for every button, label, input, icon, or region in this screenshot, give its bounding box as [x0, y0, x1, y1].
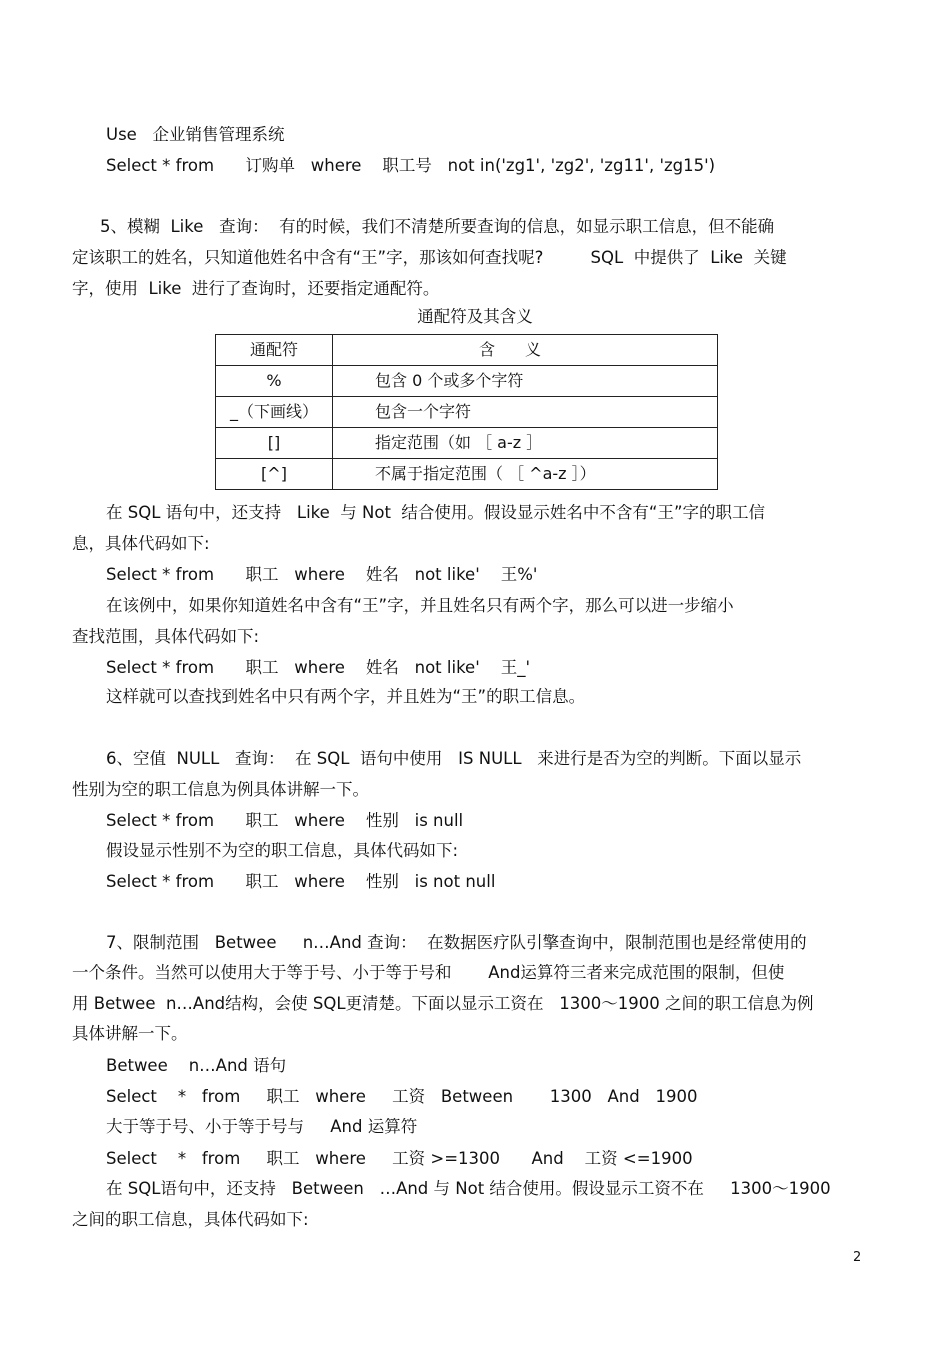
table-row — [216, 428, 718, 459]
paragraph-line: 在 SQL语句中，还支持 Between …And 与 Not 结合使用。假设显示工资不在 1300～1900 — [106, 1179, 831, 1198]
paragraph-line: 之间的职工信息，具体代码如下: — [72, 1210, 309, 1229]
wildcard-cell: % — [216, 366, 333, 397]
code-select-orders: Select * from 订购单 where 职工号 not in('zg1', 'zg2', 'zg11', 'zg15') — [106, 156, 716, 175]
section5-line1: 5、模糊 Like 查询： 有的时候，我们不清楚所要查询的信息，如显示职工信息，但不能确 — [100, 217, 775, 236]
meaning-cell: 包含一个字符 — [333, 397, 718, 428]
wildcard-cell: [^] — [216, 459, 333, 490]
wildcard-cell: _（下画线） — [216, 397, 333, 428]
table-row — [216, 397, 718, 428]
code-between: Select * from 职工 where 工资 Between 1300 And 1900 — [106, 1087, 698, 1106]
wildcard-cell: [] — [216, 428, 333, 459]
section6-line1: 6、空值 NULL 查询： 在 SQL 语句中使用 IS NULL 来进行是否为空的判断。下面以显示 — [106, 749, 802, 768]
page-number: 2 — [853, 1250, 862, 1265]
code-not-like-2: Select * from 职工 where 姓名 not like' 王_' — [106, 658, 530, 677]
paragraph-line: 息，具体代码如下: — [72, 534, 210, 553]
paragraph-line: 这样就可以查找到姓名中只有两个字，并且姓为“王”的职工信息。 — [106, 687, 586, 706]
section7-line1: 7、限制范围 Betwee n…And 查询： 在数据医疗队引擎查询中，限制范围也是经常使用的 — [106, 933, 807, 952]
meaning-cell: 指定范围（如 ［ a-z ］ — [333, 428, 718, 459]
subheading-between: Betwee n…And 语句 — [106, 1056, 287, 1075]
table-header-row — [216, 335, 718, 366]
table-row — [216, 459, 718, 490]
header-wildcard: 通配符 — [216, 335, 333, 366]
section7-line4: 具体讲解一下。 — [72, 1024, 188, 1043]
section5-line2: 定该职工的姓名，只知道他姓名中含有“王”字，那该如何查找呢? SQL 中提供了 Like 关键 — [72, 248, 787, 267]
paragraph-line: 在 SQL 语句中，还支持 Like 与 Not 结合使用。假设显示姓名中不含有“王”字的职工信 — [106, 503, 766, 522]
meaning-cell: 包含 0 个或多个字符 — [333, 366, 718, 397]
meaning-cell: 不属于指定范围（ ［ ^a-z ］） — [333, 459, 718, 490]
code-operators: Select * from 职工 where 工资 >=1300 And 工资 <=1900 — [106, 1149, 693, 1168]
section7-line3: 用 Betwee n…And结构，会使 SQL更清楚。下面以显示工资在 1300～1900 之间的职工信息为例 — [72, 994, 814, 1013]
code-is-null: Select * from 职工 where 性别 is null — [106, 811, 464, 830]
paragraph-line: 在该例中，如果你知道姓名中含有“王”字，并且姓名只有两个字，那么可以进一步缩小 — [106, 596, 734, 615]
subheading-operators: 大于等于号、小于等于号与 And 运算符 — [106, 1117, 418, 1136]
table-caption: 通配符及其含义 — [417, 307, 533, 326]
section5-line3: 字，使用 Like 进行了查询时，还要指定通配符。 — [72, 279, 440, 298]
header-meaning: 含义 — [333, 335, 718, 366]
wildcard-table — [215, 334, 718, 490]
table-row — [216, 366, 718, 397]
code-is-not-null: Select * from 职工 where 性别 is not null — [106, 872, 496, 891]
paragraph-line: 查找范围，具体代码如下: — [72, 627, 260, 646]
section6-line2: 性别为空的职工信息为例具体讲解一下。 — [72, 780, 369, 799]
section7-line2: 一个条件。当然可以使用大于等于号、小于等于号和 And运算符三者来完成范围的限制，但使 — [72, 963, 785, 982]
code-use-db: Use 企业销售管理系统 — [106, 125, 285, 144]
paragraph-line: 假设显示性别不为空的职工信息，具体代码如下: — [106, 841, 459, 860]
code-not-like-1: Select * from 职工 where 姓名 not like' 王%' — [106, 565, 538, 584]
